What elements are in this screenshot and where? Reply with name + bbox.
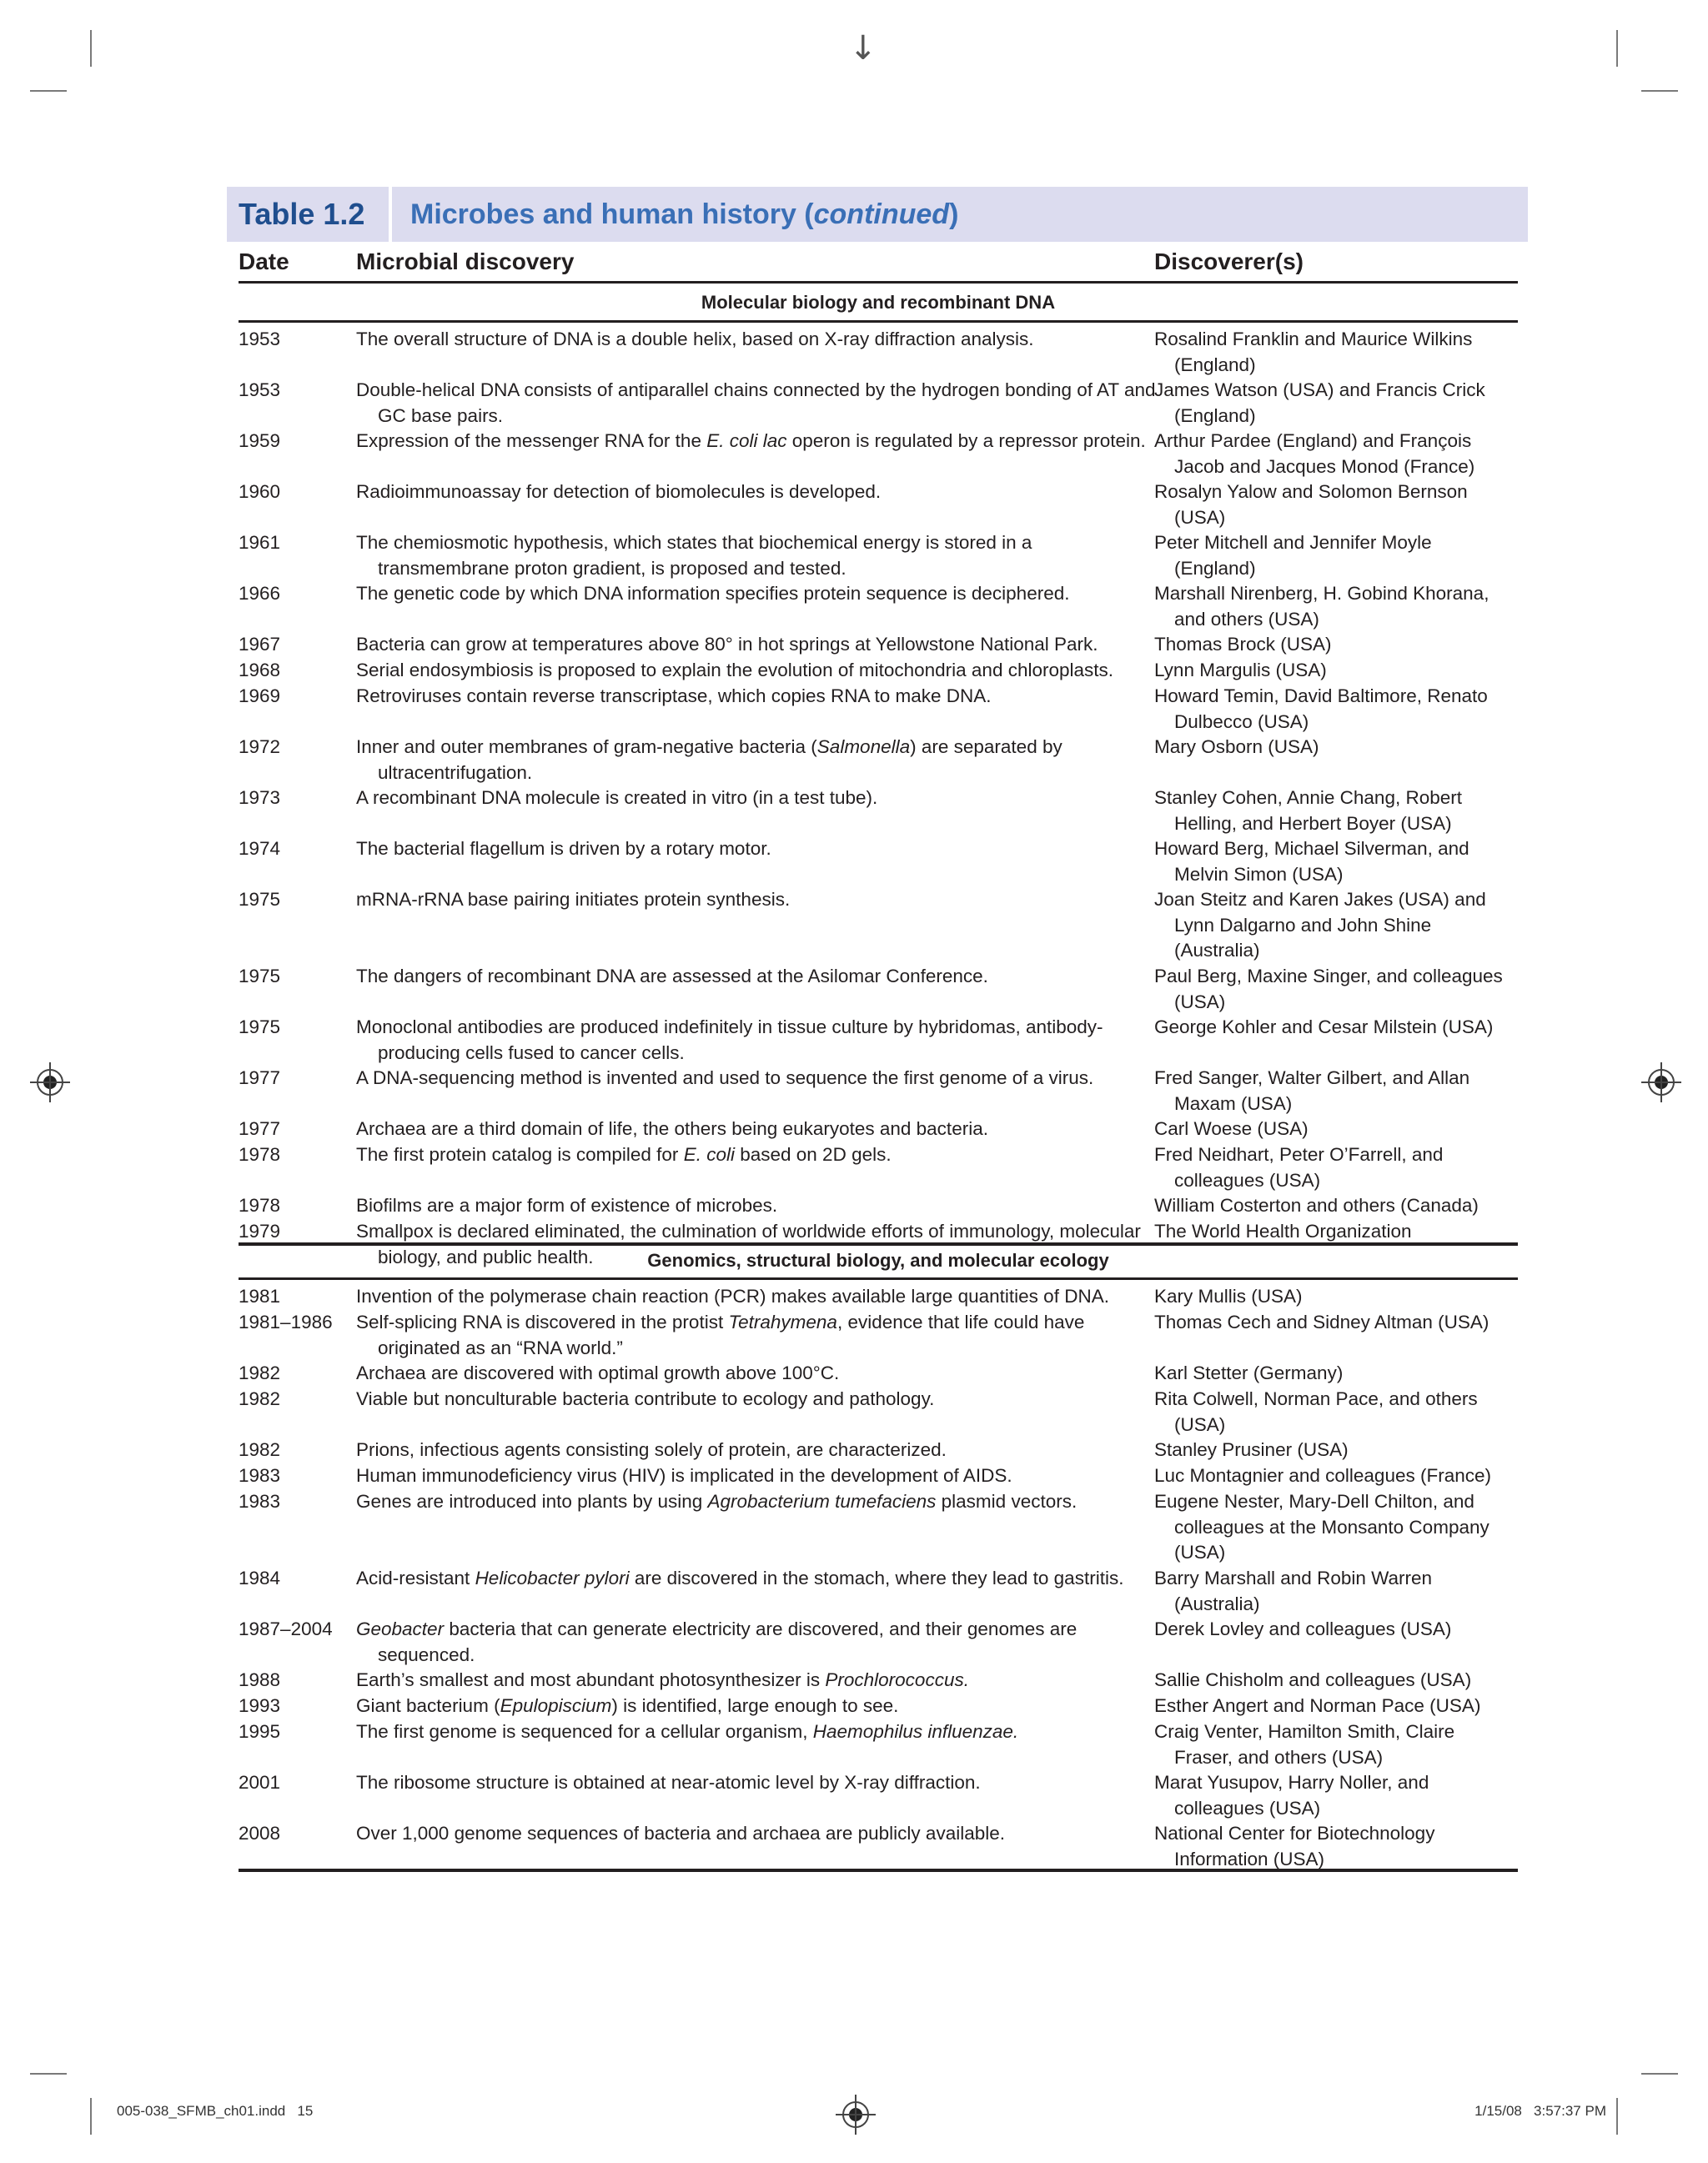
row-discoverers: Rita Colwell, Norman Pace, and others (USA) <box>1154 1388 1478 1435</box>
table-row <box>239 1066 1518 1117</box>
row-discoverers: National Center for Biotechnology Information (USA) <box>1154 1823 1435 1869</box>
table-row <box>239 1310 1518 1361</box>
table-row <box>239 964 1518 1015</box>
table-row <box>239 1694 1518 1719</box>
table-body-section <box>239 327 1518 1270</box>
row-discovery: Genes are introduced into plants by using Agrobacterium tumefaciens plasmid vectors. <box>356 1491 1078 1512</box>
table-row <box>239 1489 1518 1566</box>
table-row <box>239 1617 1518 1668</box>
crop-mark <box>90 2098 92 2135</box>
row-discovery: The dangers of recombinant DNA are assessed at the Asilomar Conference. <box>356 966 988 986</box>
crop-mark <box>1616 30 1618 67</box>
row-date: 1974 <box>239 838 281 859</box>
row-date: 1982 <box>239 1439 281 1460</box>
table-row <box>239 836 1518 887</box>
table-row <box>239 1117 1518 1142</box>
row-date: 1982 <box>239 1388 281 1409</box>
row-date: 1978 <box>239 1144 281 1165</box>
row-date: 1967 <box>239 634 281 655</box>
date-column-heading: Date <box>239 248 289 274</box>
row-date: 1978 <box>239 1195 281 1216</box>
row-discoverers: Peter Mitchell and Jennifer Moyle (England) <box>1154 532 1432 579</box>
table-row <box>239 479 1518 530</box>
table-row <box>239 1284 1518 1310</box>
row-discoverers: Arthur Pardee (England) and François Jacob and Jacques Monod (France) <box>1154 430 1475 477</box>
header-rule <box>239 281 1518 284</box>
table-row <box>239 658 1518 684</box>
discovery-column-heading: Microbial discovery <box>356 248 575 274</box>
row-discovery: Bacteria can grow at temperatures above 80° in hot springs at Yellowstone National Park. <box>356 634 1098 655</box>
row-discovery: Smallpox is declared eliminated, the culmination of worldwide efforts of immunology, molecular biology, and public health. <box>356 1221 1141 1267</box>
row-discovery: Viable but nonculturable bacteria contribute to ecology and pathology. <box>356 1388 935 1409</box>
table-row <box>239 887 1518 964</box>
row-discovery: Geobacter bacteria that can generate electricity are discovered, and their genomes are sequenced. <box>356 1618 1078 1665</box>
row-discovery: Radioimmunoassay for detection of biomolecules is developed. <box>356 481 882 502</box>
row-discovery: Over 1,000 genome sequences of bacteria and archaea are publicly available. <box>356 1823 1005 1844</box>
row-discovery: Inner and outer membranes of gram-negative bacteria (Salmonella) are separated by ultracentrifugation. <box>356 736 1062 783</box>
registration-mark-icon <box>842 2101 869 2128</box>
table-row <box>239 1463 1518 1489</box>
table-row <box>239 735 1518 785</box>
row-date: 1960 <box>239 481 281 502</box>
section-heading: Genomics, structural biology, and molecular ecology <box>647 1250 1109 1271</box>
arrow-down-mark-icon: ↓ <box>849 29 877 68</box>
row-discoverers: Thomas Brock (USA) <box>1154 634 1332 655</box>
row-date: 1981 <box>239 1286 281 1307</box>
row-date: 1961 <box>239 532 281 553</box>
row-discoverers: Marat Yusupov, Harry Noller, and colleagues (USA) <box>1154 1772 1429 1819</box>
table-row <box>239 327 1518 378</box>
table-row <box>239 378 1518 429</box>
row-date: 2008 <box>239 1823 281 1844</box>
row-date: 1972 <box>239 736 281 757</box>
row-date: 1953 <box>239 379 281 400</box>
section-heading: Molecular biology and recombinant DNA <box>701 292 1056 313</box>
row-date: 1982 <box>239 1363 281 1383</box>
row-discovery: The ribosome structure is obtained at near-atomic level by X-ray diffraction. <box>356 1772 981 1793</box>
row-discovery: A DNA-sequencing method is invented and used to sequence the first genome of a virus. <box>356 1067 1094 1088</box>
row-discoverers: The World Health Organization <box>1154 1221 1412 1242</box>
table-caption <box>227 187 1528 242</box>
row-discoverers: Fred Sanger, Walter Gilbert, and Allan Maxam (USA) <box>1154 1067 1470 1114</box>
row-discoverers: Lynn Margulis (USA) <box>1154 660 1327 680</box>
row-discovery: mRNA-rRNA base pairing initiates protein synthesis. <box>356 889 791 910</box>
row-date: 1959 <box>239 430 281 451</box>
row-date: 1984 <box>239 1568 281 1588</box>
row-discovery: Earth’s smallest and most abundant photosynthesizer is Prochlorococcus. <box>356 1669 969 1690</box>
row-discoverers: Rosalyn Yalow and Solomon Bernson (USA) <box>1154 481 1468 528</box>
table-row <box>239 1387 1518 1438</box>
row-discoverers: Mary Osborn (USA) <box>1154 736 1319 757</box>
row-discovery: The first protein catalog is compiled for E. coli based on 2D gels. <box>356 1144 892 1165</box>
table-row <box>239 1770 1518 1821</box>
row-discoverers: Rosalind Franklin and Maurice Wilkins (England) <box>1154 329 1473 375</box>
table-row <box>239 1668 1518 1694</box>
row-discoverers: Craig Venter, Hamilton Smith, Claire Fraser, and others (USA) <box>1154 1721 1455 1768</box>
row-discoverers: James Watson (USA) and Francis Crick (England) <box>1154 379 1485 426</box>
registration-mark-icon <box>1648 1069 1675 1096</box>
row-discovery: Acid-resistant Helicobacter pylori are discovered in the stomach, where they lead to gastritis. <box>356 1568 1124 1588</box>
row-date: 1993 <box>239 1695 281 1716</box>
table-bottom-rule <box>239 1869 1518 1872</box>
table-row <box>239 1193 1518 1219</box>
row-date: 1988 <box>239 1669 281 1690</box>
row-date: 1969 <box>239 685 281 706</box>
row-discovery: A recombinant DNA molecule is created in vitro (in a test tube). <box>356 787 878 808</box>
row-discovery: Monoclonal antibodies are produced indefinitely in tissue culture by hybridomas, antibody-producing cells fused to cancer cells. <box>356 1016 1103 1063</box>
row-discovery: The overall structure of DNA is a double helix, based on X-ray diffraction analysis. <box>356 329 1034 349</box>
row-discoverers: Kary Mullis (USA) <box>1154 1286 1303 1307</box>
row-discoverers: Marshall Nirenberg, H. Gobind Khorana, and others (USA) <box>1154 583 1489 630</box>
table-number: Table 1.2 <box>227 187 392 242</box>
section-rule <box>239 1242 1518 1246</box>
row-date: 1973 <box>239 787 281 808</box>
row-discoverers: Luc Montagnier and colleagues (France) <box>1154 1465 1491 1486</box>
row-discovery: The first genome is sequenced for a cellular organism, Haemophilus influenzae. <box>356 1721 1019 1742</box>
row-date: 1977 <box>239 1067 281 1088</box>
row-discovery: Double-helical DNA consists of antiparallel chains connected by the hydrogen bonding of AT and GC base pairs. <box>356 379 1156 426</box>
row-discoverers: Joan Steitz and Karen Jakes (USA) and Lynn Dalgarno and John Shine (Australia) <box>1154 889 1486 961</box>
row-discoverers: George Kohler and Cesar Milstein (USA) <box>1154 1016 1494 1037</box>
row-discoverers: Howard Berg, Michael Silverman, and Melvin Simon (USA) <box>1154 838 1469 885</box>
row-discoverers: Eugene Nester, Mary-Dell Chilton, and colleagues at the Monsanto Company (USA) <box>1154 1491 1489 1563</box>
row-discovery: Prions, infectious agents consisting solely of protein, are characterized. <box>356 1439 947 1460</box>
table-title: Microbes and human history (continued) <box>410 198 959 230</box>
row-date: 1968 <box>239 660 281 680</box>
row-date: 1995 <box>239 1721 281 1742</box>
crop-mark <box>30 2073 67 2075</box>
row-date: 1966 <box>239 583 281 604</box>
section-rule <box>239 1277 1518 1280</box>
file-slug: 005-038_SFMB_ch01.indd 15 <box>117 2103 314 2119</box>
table-row <box>239 1361 1518 1387</box>
row-discoverers: Stanley Prusiner (USA) <box>1154 1439 1349 1460</box>
row-date: 1979 <box>239 1221 281 1242</box>
timestamp-slug: 1/15/08 3:57:37 PM <box>1474 2103 1606 2119</box>
column-headings <box>239 245 1518 282</box>
table-row <box>239 684 1518 735</box>
row-discovery: The genetic code by which DNA information specifies protein sequence is deciphered. <box>356 583 1070 604</box>
row-discoverers: William Costerton and others (Canada) <box>1154 1195 1479 1216</box>
table-row <box>239 1821 1518 1872</box>
table-row <box>239 632 1518 658</box>
row-date: 1953 <box>239 329 281 349</box>
row-discovery: Expression of the messenger RNA for the E. coli lac operon is regulated by a repressor protein. <box>356 430 1146 451</box>
row-discoverers: Howard Temin, David Baltimore, Renato Dulbecco (USA) <box>1154 685 1488 732</box>
row-discovery: Self-splicing RNA is discovered in the protist Tetrahymena, evidence that life could have originated as an “RNA world.” <box>356 1312 1085 1358</box>
row-discoverers: Fred Neidhart, Peter O’Farrell, and colleagues (USA) <box>1154 1144 1444 1191</box>
row-discoverers: Derek Lovley and colleagues (USA) <box>1154 1618 1452 1639</box>
row-discoverers: Sallie Chisholm and colleagues (USA) <box>1154 1669 1472 1690</box>
row-date: 1981–1986 <box>239 1312 333 1332</box>
crop-mark <box>90 30 92 67</box>
registration-mark-icon <box>37 1069 63 1096</box>
row-discovery: Human immunodeficiency virus (HIV) is implicated in the development of AIDS. <box>356 1465 1012 1486</box>
row-discovery: Serial endosymbiosis is proposed to explain the evolution of mitochondria and chloroplasts. <box>356 660 1114 680</box>
row-discovery: The bacterial flagellum is driven by a rotary motor. <box>356 838 771 859</box>
row-discovery: Archaea are a third domain of life, the others being eukaryotes and bacteria. <box>356 1118 988 1139</box>
row-date: 1983 <box>239 1491 281 1512</box>
row-discovery: Archaea are discovered with optimal growth above 100°C. <box>356 1363 840 1383</box>
table-row <box>239 1719 1518 1770</box>
table-row <box>239 530 1518 581</box>
crop-mark <box>1641 90 1678 92</box>
table-body-section <box>239 1284 1518 1872</box>
table-row <box>239 1566 1518 1617</box>
section-rule <box>239 320 1518 323</box>
table-row <box>239 429 1518 479</box>
crop-mark <box>1616 2098 1618 2135</box>
row-date: 1975 <box>239 966 281 986</box>
row-discovery: Giant bacterium (Epulopiscium) is identified, large enough to see. <box>356 1695 899 1716</box>
row-date: 1975 <box>239 889 281 910</box>
row-discoverers: Karl Stetter (Germany) <box>1154 1363 1344 1383</box>
row-discoverers: Stanley Cohen, Annie Chang, Robert Helling, and Herbert Boyer (USA) <box>1154 787 1462 834</box>
table-row <box>239 1142 1518 1193</box>
row-discoverers: Esther Angert and Norman Pace (USA) <box>1154 1695 1481 1716</box>
discoverers-column-heading: Discoverer(s) <box>1154 248 1304 274</box>
row-date: 1987–2004 <box>239 1618 333 1639</box>
table-row <box>239 1438 1518 1463</box>
table-row <box>239 785 1518 836</box>
crop-mark <box>30 90 67 92</box>
table-row <box>239 581 1518 632</box>
row-discoverers: Paul Berg, Maxine Singer, and colleagues (USA) <box>1154 966 1503 1012</box>
row-discoverers: Thomas Cech and Sidney Altman (USA) <box>1154 1312 1489 1332</box>
table-row <box>239 1015 1518 1066</box>
row-discovery: Retroviruses contain reverse transcriptase, which copies RNA to make DNA. <box>356 685 992 706</box>
row-date: 1983 <box>239 1465 281 1486</box>
row-discovery: Biofilms are a major form of existence of microbes. <box>356 1195 778 1216</box>
row-discovery: Invention of the polymerase chain reaction (PCR) makes available large quantities of DNA. <box>356 1286 1109 1307</box>
row-date: 2001 <box>239 1772 281 1793</box>
row-discoverers: Barry Marshall and Robin Warren (Australia) <box>1154 1568 1433 1614</box>
row-date: 1977 <box>239 1118 281 1139</box>
crop-mark <box>1641 2073 1678 2075</box>
row-discovery: The chemiosmotic hypothesis, which states that biochemical energy is stored in a transmembrane proton gradient, is proposed and tested. <box>356 532 1032 579</box>
row-discoverers: Carl Woese (USA) <box>1154 1118 1309 1139</box>
row-date: 1975 <box>239 1016 281 1037</box>
